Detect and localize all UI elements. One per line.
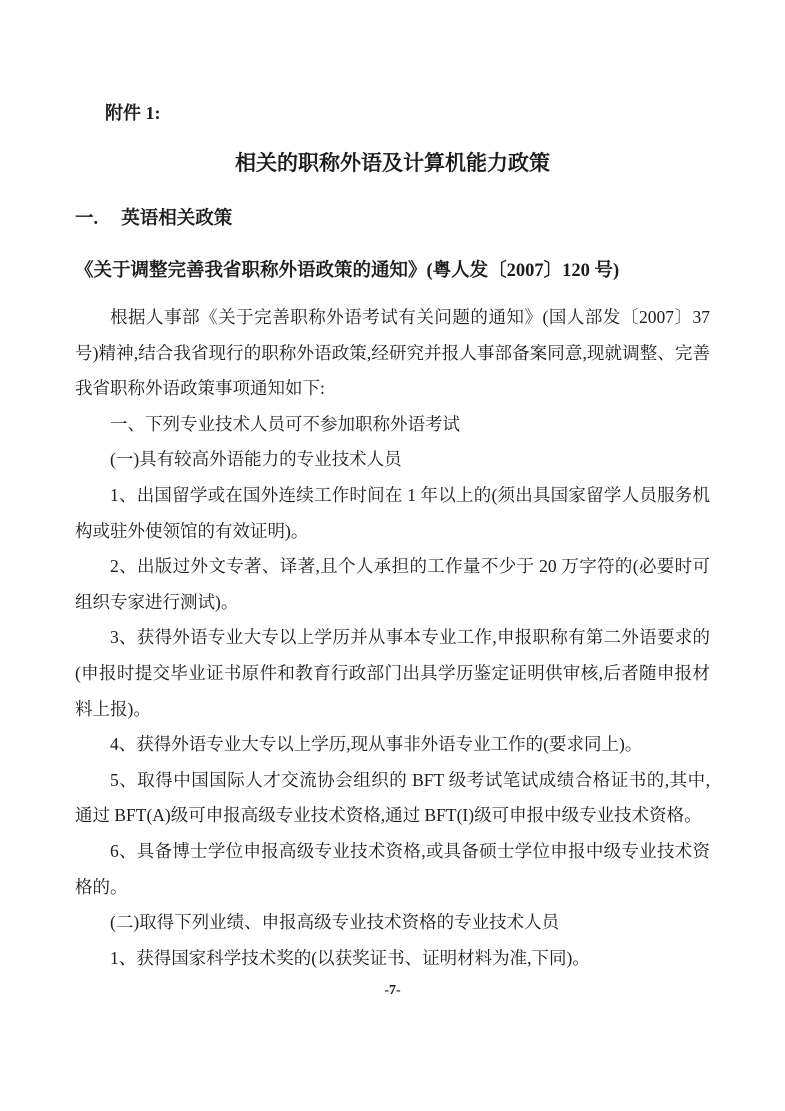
paragraph-clause-1: 一、下列专业技术人员可不参加职称外语考试 xyxy=(110,413,460,434)
paragraph-item-2: 2、出版过外文专著、译著,且个人承担的工作量不少于 20 万字符的(必要时可组织专家进行测试)。 xyxy=(75,556,710,612)
paragraph-item-6: 6、具备博士学位申报高级专业技术资格,或具备硕士学位申报中级专业技术资格的。 xyxy=(75,840,710,897)
paragraph-sub-1: (一)具有较高外语能力的专业技术人员 xyxy=(110,449,402,470)
document-body xyxy=(75,300,710,976)
paragraph-item-4: 4、获得外语专业大专以上学历,现从事非外语专业工作的(要求同上)。 xyxy=(110,734,643,755)
paragraph-intro: 根据人事部《关于完善职称外语考试有关问题的通知》(国人部发〔2007〕37 号)精神,结合我省现行的职称外语政策,经研究并报人事部备案同意,现就调整、完善我省职称外语政策事项通知如下: xyxy=(75,307,710,399)
page-title: 相关的职称外语及计算机能力政策 xyxy=(235,151,550,175)
section-heading: 一. 英语相关政策 xyxy=(75,209,233,229)
paragraph-item-2-1: 1、获得国家科学技术奖的(以获奖证书、证明材料为准,下同)。 xyxy=(110,947,590,968)
paragraph-item-3: 3、获得外语专业大专以上学历并从事本专业工作,申报职称有第二外语要求的(申报时提交毕业证书原件和教育行政部门出具学历鉴定证明供审核,后者随申报材料上报)。 xyxy=(75,627,710,719)
paragraph-item-5: 5、取得中国国际人才交流协会组织的 BFT 级考试笔试成绩合格证书的,其中,通过 BFT(A)级可申报高级专业技术资格,通过 BFT(I)级可申报中级专业技术资格。 xyxy=(75,769,710,826)
paragraph-sub-2: (二)取得下列业绩、申报高级专业技术资格的专业技术人员 xyxy=(110,912,560,933)
notice-title-heading: 《关于调整完善我省职称外语政策的通知》(粤人发〔2007〕120 号) xyxy=(75,261,620,281)
page-number: -7- xyxy=(384,983,401,999)
paragraph-item-1: 1、出国留学或在国外连续工作时间在 1 年以上的(须出具国家留学人员服务机构或驻外使领馆的有效证明)。 xyxy=(75,484,710,541)
attachment-label: 附件 1: xyxy=(105,103,161,123)
